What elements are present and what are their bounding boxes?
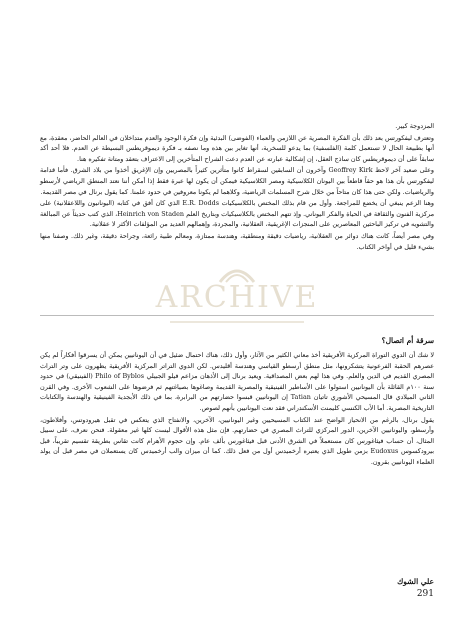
- divider-line: [40, 315, 434, 316]
- paragraph-1: وتعترف ليفكورتس بعد ذلك بأن الفكرة المصرية عن اللازمن والعماء (الفوضى) البدئية وإن فكرة الوجود والعدم متداخلان في العالم الحاضر، معقدة، مع أنها بطبيعة الحال لا تستعمل كلمة (الفلسفية) بما يدعو للسخرية، أنها تغاير بين هذه وما نصفه بـ فكرة ديموقريطس البسيطة عن العدم. فلا أحد أكد سابقاً على أن ديموقريطس كان ساذج العقل، إن إشكالية عبارته عن العدم دعت الشراح المتأخرين إلى الاعتراف بتعقد ومتانة تفكيره هنا.: [40, 133, 434, 163]
- paragraph-6: يقول برنال، بالرغم من الانحياز الواضح عند الكتاب المسيحيين وغير اليونانيين، الآخرين، والانفتاح الذي يتعكس في تقبل هيرودوتس، وأفلاطون، وأرسطو، واليونانيين الآخرين، الدور المركزي للتراث المصري في حضارتهم. فإن مثل هذه الأقوال ليست كلها غير معقولة. فنحن نعرف، على سبيل المثال، أن حساب فيثاغورس كان مستعملاً في الشرق الأدنى قبل فيثاغورس بألف عام. وإن حجوم الأهرام كانت تقاس بطريقة تقسيم تقريباً، قبل بيرودكسوس Eudoxus بزمن طويل الذي يعتبره أرخميدس أول من فعل ذلك. كما أن ميزان والب أرخميدس كان يستعملان في مصر قبل أن يولد العلماء اليونانيين بقرون.: [40, 415, 434, 466]
- page-number: 291: [416, 589, 434, 599]
- paragraph-4: وفي مصر أيضاً، كانت هناك دوائر من العقلانية، رياضيات دقيقة ومنطقية، وهندسة ممتازة، ومعالم طبية رائعة، وجراحة دقيقة، وغير ذلك. وصفنا منها بشيء قليل في أواخر الكتاب.: [40, 231, 434, 251]
- paragraph-2: وعلى صعيد آخر لاحظ Geoffrey Kirk وآخرون أن السابقين لسقراط كانوا متأثرين كثيراً بالمصريين وإن الإغريق أخذوا من بلاد الشرق. فأما قدامة ليفكورتس بأن هذا هو حقاً قاطعاً بين اليونان الكلاسيكية ومصر الكلاسيكية فيمكن أن يكون لها عبرة فقط إذا أمكن أننا نعتد المنطق الرياضي لأرسطو والرياضيات. ولكن حتى هذا كان متاحاً من خلال شرح المسلمات الرياضية، وكلاهما لم يكونا معروفين في حدود علمنا. كما يقول برنال في مصر القديمة.: [40, 166, 434, 196]
- section-one: [40, 121, 434, 252]
- author-name: علي الشوك: [397, 577, 434, 586]
- archive-watermark: [150, 256, 324, 336]
- section-two: [40, 350, 434, 468]
- watermark-text: ARCHIVE: [155, 280, 319, 315]
- opening-fragment: المزدوجة كبير.: [395, 122, 434, 130]
- paragraph-3: وهنا الزعم ينبغي أن يخضع للمراجعة. وأول من قام بذلك المختص بالكلاسيكيات E.R. Dodds الذي كان أفق في كتابه (اليونانيون واللاعقلانية) على مركزية الفنون والثقافة في الحياة والفكر اليوناني. وإذ تتهم المختص بالكلاسيكيات وبتاريخ العلم Heinrich von Staden، الذي كتب حديثاً عن المبالغة والتشويه في تركيز الباحثين المعاصرين على المنجزات الإغريقية، العقلانية، والمجردة، وإهمالهم العديد من المؤلفات الأكثر لا عقلانية.: [40, 199, 434, 229]
- paragraph-5: لا شك أن الدوي التوراة المركزية الأفريقية أخذ معاني الكثير من الآثار، وأول ذلك، هناك احتمال ضئيل في أن اليونانيين يمكن أن يسرقوا أفكاراً لم يكن عصرهم الحقبة الفرعونية يتشكرونها، مثل منطق أرسطو القياسي وهندسة أقليدس. لكن الدوي التراتر المركزية الأفريقية يظهرون على وتر التراث المصري القديم في الدين والعلم. وفي هذا لهم بعض المصداقية. ويعيد برنال إلى الأذهان مزاعم فيلو الجبيلي Philo of Byblos (الفينيقي) في حدود سنة ١٠٠م القائلة بأن اليونانيين استولوا على الأساطير الفينيقية والمصرية القديمة وصاغوها بصياغتهم ثم فرضوها على الشعوب الأخرى. وفي القرن الثاني الميلادي قال المسيحي الأشوري تاتيان Tatian إن اليونانيين قبسوا حضارتهم من البرابرة، بما في ذلك الأبجدية الفينيقية والهندسة والكتابات التاريخية المصرية. أما الأب الكنسي كليمنت الأسكندراني فقد نعت اليونانيين بأنهم لصوص.: [40, 351, 435, 412]
- watermark-logo-icon: [150, 256, 324, 336]
- section-heading: سرقة أم اتصال؟: [381, 336, 434, 345]
